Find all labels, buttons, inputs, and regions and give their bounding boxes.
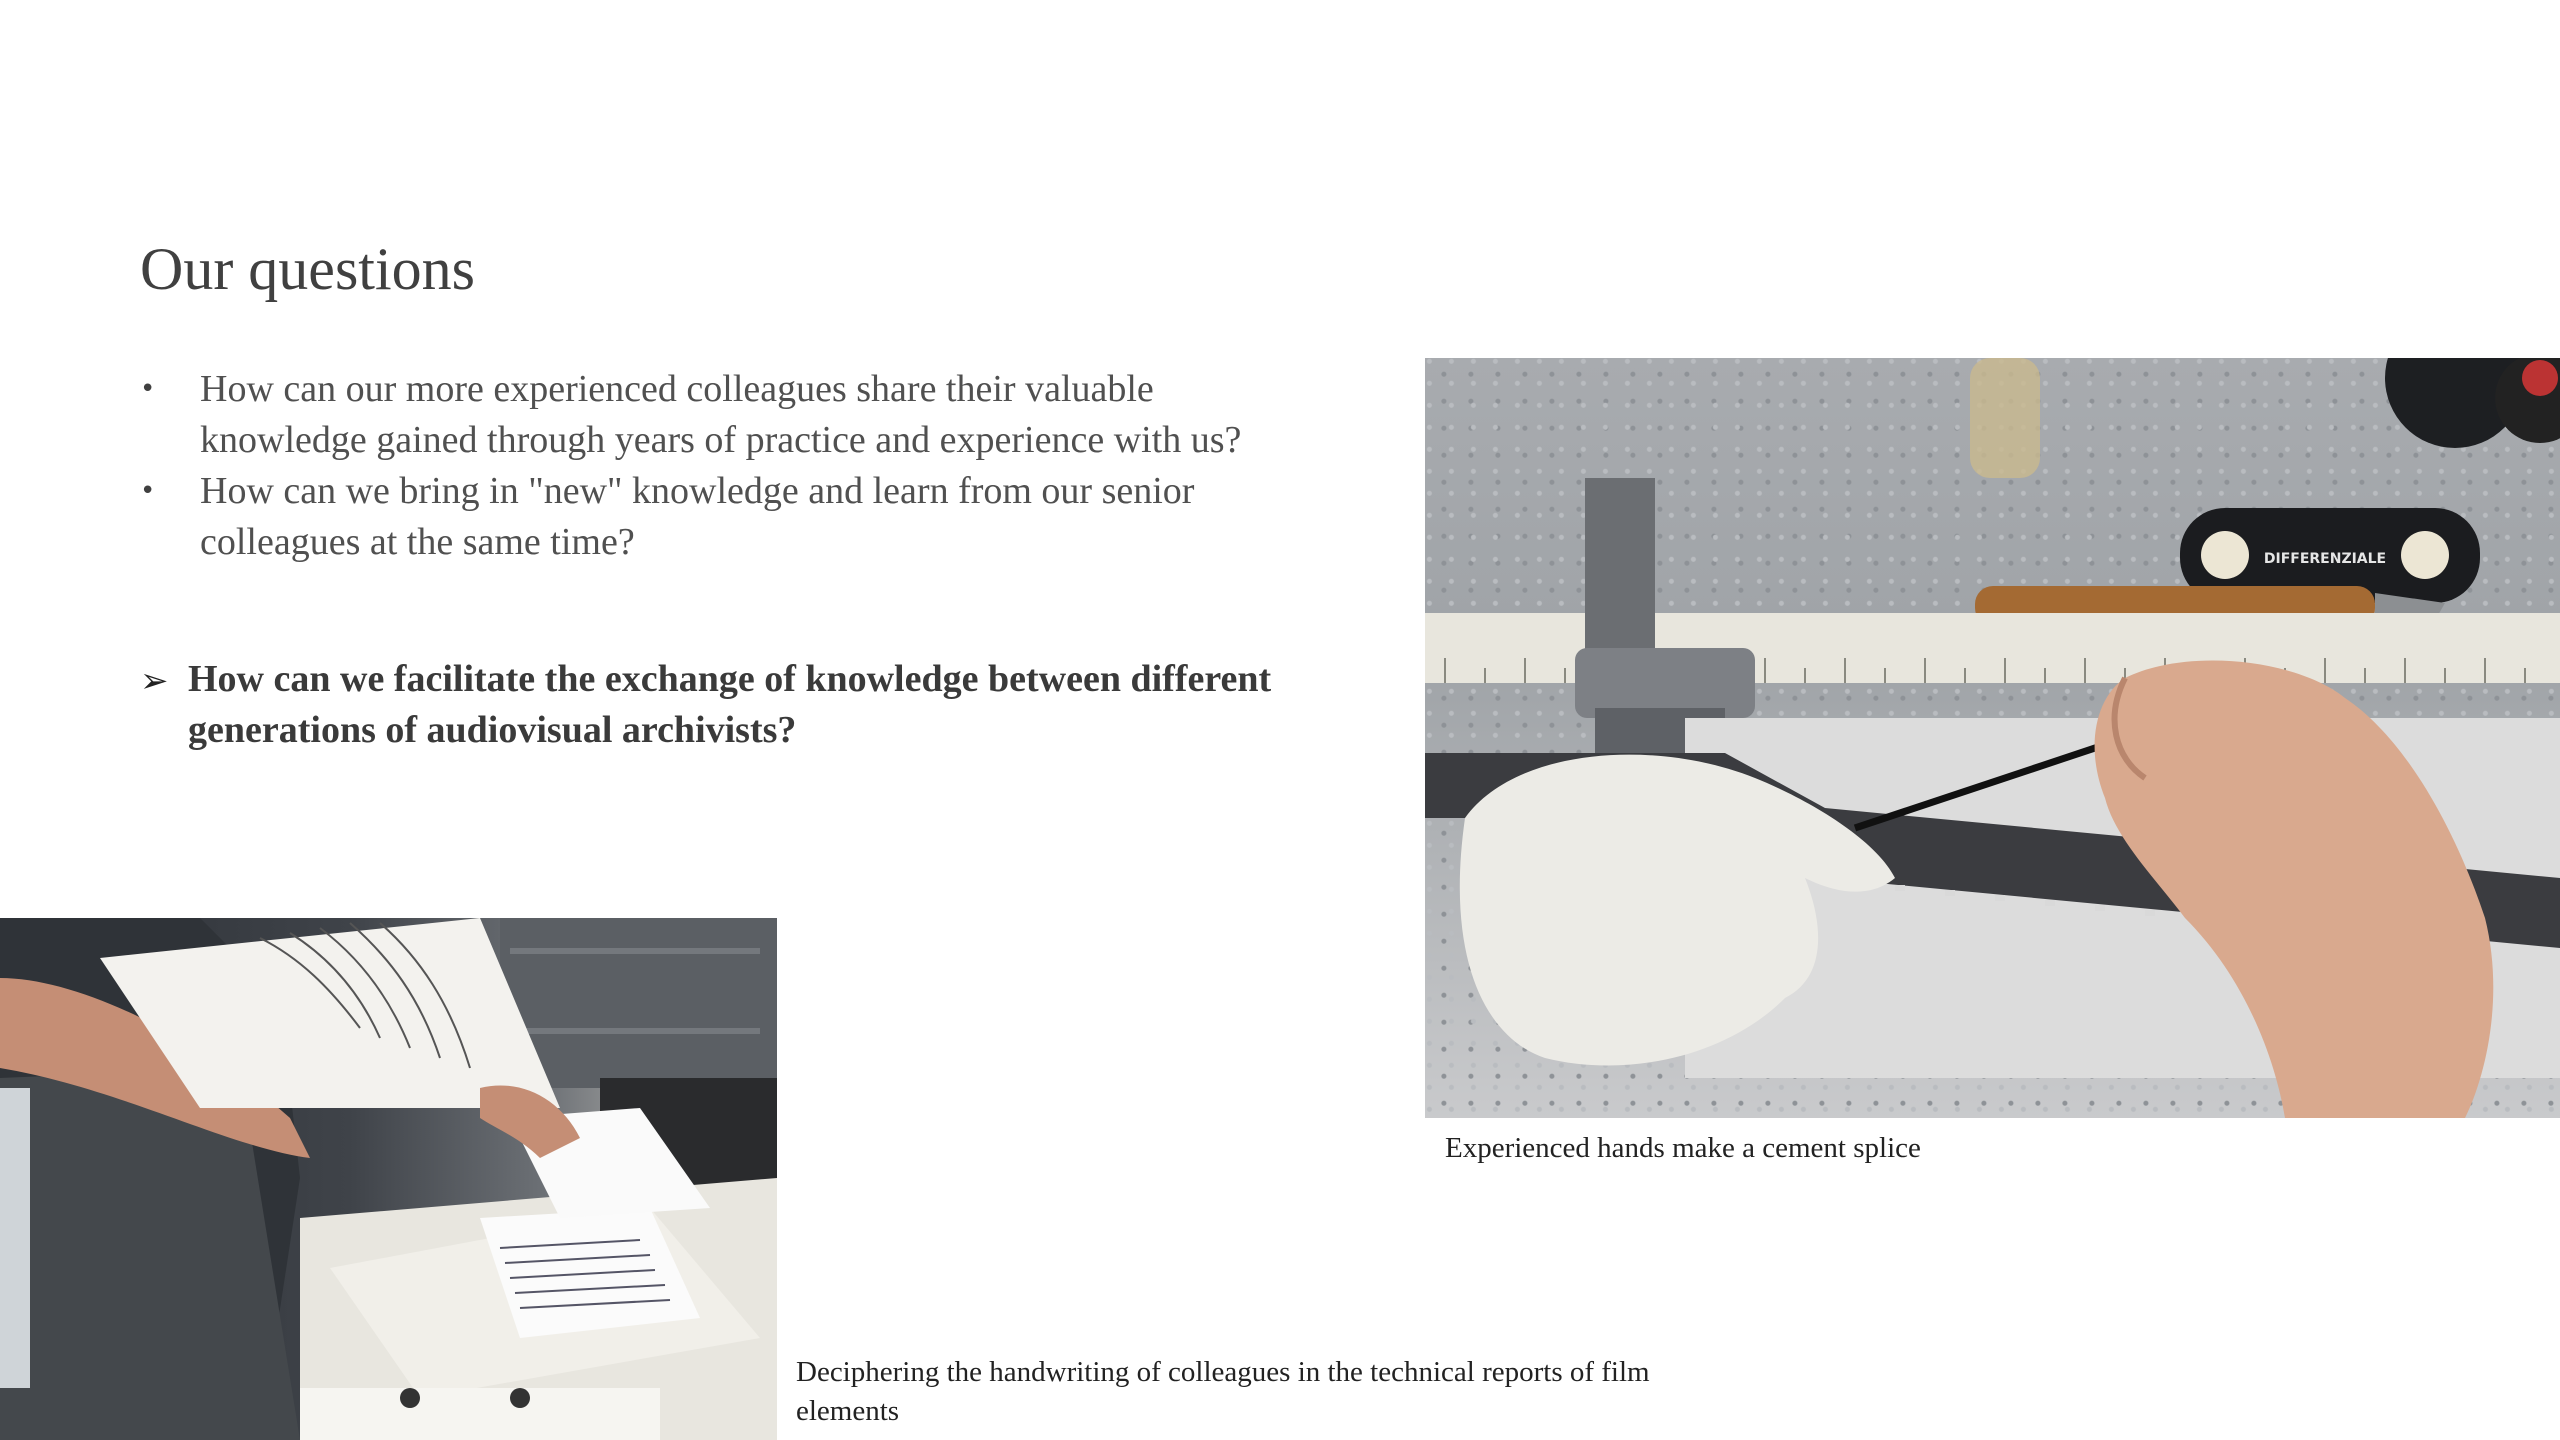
cement-splice-caption: Experienced hands make a cement splice	[1445, 1132, 1921, 1164]
handwriting-reports-illustration	[0, 918, 777, 1440]
differenziale-label: DIFFERENZIALE	[2263, 551, 2387, 567]
question-item	[140, 466, 1320, 568]
cement-splice-photo	[1425, 358, 2560, 1118]
question-list	[140, 364, 1320, 568]
question-text: How can we bring in "new" knowledge and learn from our senior colleagues at the same time?	[200, 470, 1195, 563]
key-question-text: How can we facilitate the exchange of knowledge between different generations of audiovisual archivists?	[188, 658, 1272, 751]
bullet-icon: •	[140, 374, 156, 404]
cement-splice-illustration	[1425, 358, 2560, 1118]
bullet-icon: •	[140, 476, 156, 506]
arrow-bullet-icon: ➢	[140, 661, 169, 701]
question-item	[140, 364, 1320, 466]
question-text: How can our more experienced colleagues share their valuable knowledge gained through years of practice and experience with us?	[200, 368, 1242, 461]
handwriting-reports-caption: Deciphering the handwriting of colleagues in the technical reports of film elements	[796, 1356, 1650, 1427]
handwriting-reports-photo	[0, 918, 777, 1440]
slide-title: Our questions	[140, 236, 475, 302]
key-question	[140, 654, 1388, 756]
